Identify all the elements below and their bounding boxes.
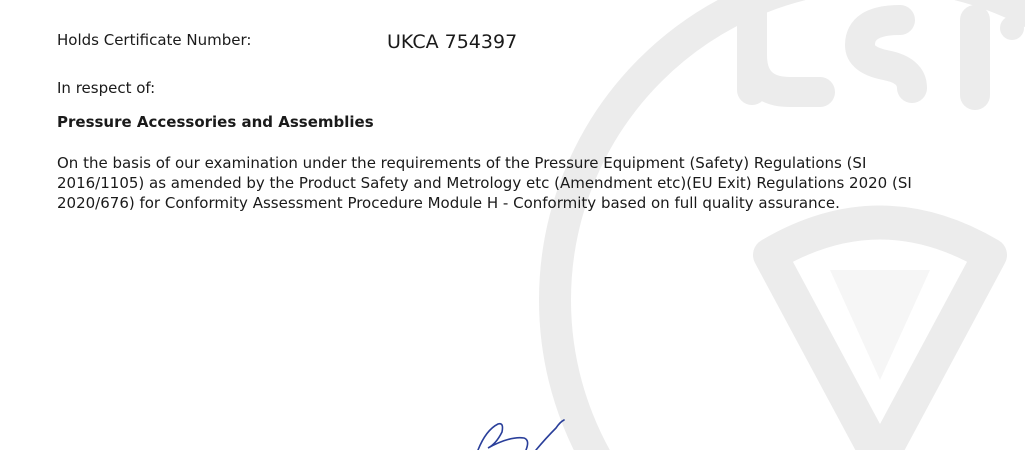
handwritten-signature xyxy=(470,418,580,450)
body-line: 2020/676) for Conformity Assessment Procedure Module H - Conformity based on full quality assurance. xyxy=(57,194,840,212)
certificate-number-label: Holds Certificate Number: xyxy=(57,31,252,49)
scope-title: Pressure Accessories and Assemblies xyxy=(57,113,374,131)
certificate-body-text xyxy=(57,153,937,213)
certificate-number-value: UKCA 754397 xyxy=(387,31,518,53)
body-line: On the basis of our examination under the requirements of the Pressure Equipment (Safety) Regulations (SI xyxy=(57,154,867,172)
body-line: 2016/1105) as amended by the Product Safety and Metrology etc (Amendment etc)(EU Exit) Regulations 2020 (SI xyxy=(57,174,912,192)
respect-of-label: In respect of: xyxy=(57,79,156,97)
